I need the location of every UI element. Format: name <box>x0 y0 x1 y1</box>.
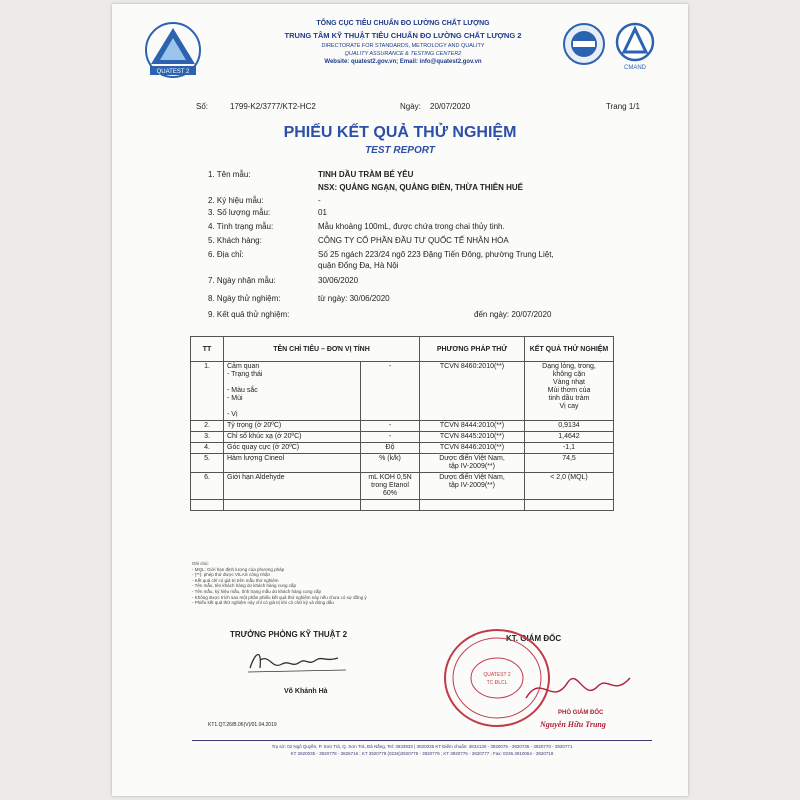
row-tt-cell: 6. <box>191 473 224 500</box>
left-signature-scribble <box>242 644 352 678</box>
empty-cell <box>525 500 614 511</box>
field-value: CÔNG TY CỔ PHẦN ĐẦU TƯ QUỐC TẾ NHÂN HÒA <box>318 236 509 245</box>
col-header-method: PHƯƠNG PHÁP THỬ <box>420 337 525 362</box>
empty-cell <box>224 500 361 511</box>
field-value: NSX: QUẢNG NGẠN, QUẢNG ĐIỀN, THỪA THIÊN HUẾ <box>318 183 524 192</box>
field-label: 4. Tình trạng mẫu: <box>208 222 274 231</box>
row-result-cell: -1,1 <box>525 443 614 454</box>
svg-text:QUATEST 2: QUATEST 2 <box>483 672 511 678</box>
notes-block <box>192 561 367 606</box>
test-end-date: đến ngày: 20/07/2020 <box>474 310 552 319</box>
row-unit-cell: mL KOH 0,5N trong Etanol 60% <box>361 473 420 500</box>
field-label: 2. Ký hiệu mẫu: <box>208 196 264 205</box>
note-item: - Kết quả chỉ có giá trị trên mẫu thử nghiệm <box>192 577 279 583</box>
row-tt-cell: 4. <box>191 443 224 454</box>
row-name-cell: Góc quay cực (ở 20ºC) <box>224 443 361 454</box>
field-value: 30/06/2020 <box>318 276 359 285</box>
row-unit-cell: % (k/k) <box>361 454 420 473</box>
note-item: - Phiếu kết quả thử nghiệm này chỉ có giá trị khi có chữ ký và đóng dấu <box>192 600 334 606</box>
col-header-tt: TT <box>191 337 224 362</box>
row-name-cell: Chỉ số khúc xạ (ở 20ºC) <box>224 432 361 443</box>
row-name-cell: Hàm lượng Cineol <box>224 454 361 473</box>
row-result-cell: Dạng lỏng, trong, không cặn Vàng nhạt Mùi thơm của tinh dầu tràm Vị cay <box>525 362 614 421</box>
field-label: 8. Ngày thử nghiệm: <box>208 294 281 303</box>
left-signer-role: TRƯỞNG PHÒNG KỸ THUẬT 2 <box>230 630 348 639</box>
field-label: 7. Ngày nhận mẫu: <box>208 276 276 285</box>
svg-text:QUATEST 2: QUATEST 2 <box>156 69 190 75</box>
field-value: quận Đống Đa, Hà Nội <box>318 261 399 270</box>
footer-line-2: KT 3820035 - 3920778 - 3826716 ; KT 3920779 (0236)3920778 - 3920779 ; KT 3920776 - 3920777 ; Fax: 0236.3910064 - 3920718 <box>290 751 554 756</box>
row-tt-cell: 2. <box>191 421 224 432</box>
note-item: - MQL: Giới hạn định lượng của phương pháp <box>192 566 285 572</box>
row-method-cell: TCVN 8444:2010(**) <box>420 421 525 432</box>
org-line-3: DIRECTORATE FOR STANDARDS, METROLOGY AND QUALITY <box>321 43 485 49</box>
row-result-cell: 1,4642 <box>525 432 614 443</box>
row-method-cell: TCVN 8446:2010(**) <box>420 443 525 454</box>
footer-divider <box>192 740 652 741</box>
row-unit-cell: Độ <box>361 443 420 454</box>
page-number: Trang 1/1 <box>606 102 640 111</box>
org-website: Website: quatest2.gov.vn; Email: info@quatest2.gov.vn <box>324 59 482 65</box>
row-method-cell: TCVN 8460:2010(**) <box>420 362 525 421</box>
row-result-cell: < 2,0 (MQL) <box>525 473 614 500</box>
row-result-cell: 0,9134 <box>525 421 614 432</box>
row-method-cell: Dược điển Việt Nam, tập IV-2009(**) <box>420 454 525 473</box>
table-row <box>191 362 614 421</box>
right-signature-scribble <box>522 668 634 712</box>
row-unit-cell: - <box>361 421 420 432</box>
row-name-cell: Cảm quan - Trạng thái - Màu sắc - Mùi - Vị <box>224 362 361 421</box>
form-code: KT1.QT.26/B.06(V)/01.04.2019 <box>208 722 277 728</box>
footer-line-1: Trụ sở: 02 Ngô Quyền, P. Sơn Trà, Q. Sơn Trà, Đà Nẵng, Tel: 3833933 | 3820035 KT Điểm chuẩn: 3834130 - 3920075 - 3920735 - 3920770 - 3920771 <box>271 744 573 749</box>
field-value: Mẫu khoảng 100mL, được chứa trong chai thủy tinh. <box>318 222 505 231</box>
left-signer-name: Võ Khánh Hà <box>284 688 328 695</box>
field-value: TINH DẦU TRÀM BÉ YÊU <box>318 170 414 179</box>
org-line-2: TRUNG TÂM KỸ THUẬT TIÊU CHUẨN ĐO LƯỜNG CHẤT LƯỢNG 2 <box>284 31 522 40</box>
table-spacer-row <box>191 500 614 511</box>
row-method-cell: TCVN 8445:2010(**) <box>420 432 525 443</box>
document-sheet <box>112 4 688 796</box>
note-item: - Tên mẫu, ký hiệu mẫu, tình trạng mẫu do khách hàng cung cấp <box>192 588 321 594</box>
note-item: - Tên mẫu, tên khách hàng do khách hàng cung cấp <box>192 583 296 589</box>
field-value: từ ngày: 30/06/2020 <box>318 294 390 303</box>
table-row <box>191 443 614 454</box>
field-label: 3. Số lượng mẫu: <box>208 208 271 217</box>
report-title: PHIẾU KẾT QUẢ THỬ NGHIỆM <box>283 124 517 141</box>
right-signer-subrole: PHÓ GIÁM ĐỐC <box>558 710 604 716</box>
results-table <box>190 336 614 511</box>
table-row <box>191 421 614 432</box>
empty-cell <box>420 500 525 511</box>
results-header-row <box>191 337 614 362</box>
row-name-cell: Giới hạn Aldehyde <box>224 473 361 500</box>
org-line-1: TỔNG CỤC TIÊU CHUẨN ĐO LƯỜNG CHẤT LƯỢNG <box>316 20 490 27</box>
row-tt-cell: 1. <box>191 362 224 421</box>
empty-cell <box>361 500 420 511</box>
right-signer-role: KT. GIÁM ĐỐC <box>506 634 562 643</box>
right-signer-name: Nguyễn Hữu Trung <box>540 720 606 729</box>
field-value: - <box>318 196 321 205</box>
row-tt-cell: 3. <box>191 432 224 443</box>
notes-label: Ghi chú: <box>192 561 209 566</box>
row-method-cell: Dược điển Việt Nam, tập IV-2009(**) <box>420 473 525 500</box>
table-row <box>191 473 614 500</box>
note-item: - (**): phép thử được VILAS công nhận <box>192 572 271 578</box>
report-date: 20/07/2020 <box>430 102 471 111</box>
row-name-cell: Tỷ trọng (ở 20ºC) <box>224 421 361 432</box>
field-label: 6. Địa chỉ: <box>208 250 244 259</box>
row-unit-cell: - <box>361 432 420 443</box>
table-row <box>191 454 614 473</box>
field-value: Số 25 ngách 223/24 ngõ 223 Đặng Tiến Đông, phường Trung Liệt, <box>318 250 554 259</box>
report-number: 1799-K2/3777/KT2-HC2 <box>230 102 316 111</box>
field-label: 1. Tên mẫu: <box>208 170 251 179</box>
report-subtitle: TEST REPORT <box>365 145 435 156</box>
field-value: 01 <box>318 208 327 217</box>
cmand-logo-icon <box>612 22 658 72</box>
row-tt-cell: 5. <box>191 454 224 473</box>
certification-badge-icon <box>562 22 606 66</box>
svg-text:TC ĐLCL: TC ĐLCL <box>486 680 508 686</box>
row-result-cell: 74,5 <box>525 454 614 473</box>
report-number-label: Số: <box>196 102 209 111</box>
col-header-name: TÊN CHỈ TIÊU – ĐƠN VỊ TÍNH <box>224 337 420 362</box>
org-line-4: QUALITY ASSURANCE & TESTING CENTER2 <box>344 51 462 57</box>
col-header-result: KẾT QUẢ THỬ NGHIỆM <box>525 337 614 362</box>
row-unit-cell: - <box>361 362 420 421</box>
svg-text:CMAND: CMAND <box>624 65 646 71</box>
table-row <box>191 432 614 443</box>
report-date-label: Ngày: <box>400 102 421 111</box>
field-label: 9. Kết quả thử nghiệm: <box>208 310 290 319</box>
note-item: - Không được trích sao một phần phiếu kết quả thử nghiệm này nếu chưa có sự đồng ý <box>192 594 367 600</box>
empty-cell <box>191 500 224 511</box>
field-label: 5. Khách hàng: <box>208 236 262 245</box>
